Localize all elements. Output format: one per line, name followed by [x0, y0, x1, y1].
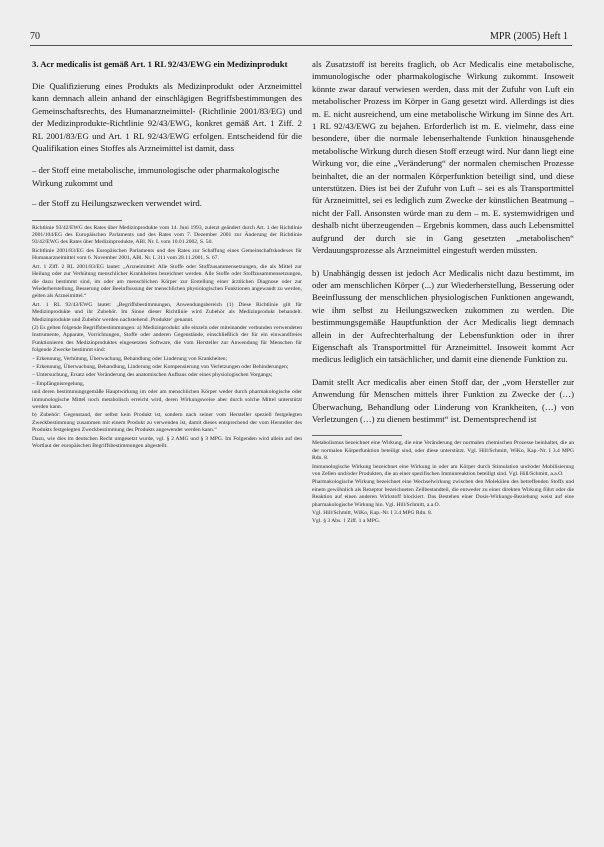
footnote: Richtlinie 93/42/EWG des Rates über Medizinprodukte vom 14. Juni 1993, zuletzt geändert durch Art. 1 der Richtlinie 2001/104/EG des Europäischen Parlaments und des Rates vom 7. Dezember 2001 zur Änderung der Richtlinie 93/42/EWG des Rates über Medizinprodukte, ABl. Nr. L vom 10.01.2002, S. 50.: [32, 224, 302, 246]
left-column: [32, 58, 302, 451]
footnote: Vgl. § 3 Abs. 1 Ziff. 1 a MPG.: [312, 518, 381, 525]
body-paragraph: als Zusatzstoff ist bereits fraglich, ob Acr Medicalis eine metabolische, immunologische oder pharmakologische Wirkung zukommt. Insoweit könnte zwar darauf verwiesen werden, dass mit der Zufuhr von Luft ein metabolischer Prozess im Körper in Gang gesetzt wird. Allerdings ist dies m. E. nicht ausreichend, um eine metabolische Wirkung im Sinne des Art. 1 RL 92/43/EWG zu bejahen. Erforderlich ist m. E. vielmehr, dass eine besondere, über die normale lebenserhaltende Funktion hinausgehende metabolische Wirkung durch diesen Stoff erzeugt wird. Nur dann liegt eine Wirkung vor, die eine „Veränderung“ der normalen chemischen Prozesse beinhaltet, die an der normalen Körperfunktion beteiligt sind, und diese unterstützen. Dies ist bei der Zufuhr von Luft – sei es als Transportmittel für Arzneimittel, sei es lediglich zum Zwecke der künstlichen Beatmung – nicht der Fall. Ansonsten würde man zu dem – m. E. systemwidrigen und deshalb nicht überzeugenden – Ergebnis kommen, dass auch Lebensmittel aufgrund der durch sie in Gang gesetzten „metabolischen“ Verdauungsprozesse als Arzneimittel eingestuft werden müssten.: [312, 59, 574, 256]
footnote: Art. 1 Ziff. 2 RL 2001/83/EG lautet: „Arzneimittel: Alle Stoffe oder Stoffzusammensetzungen, die als Mittel zur Heilung oder zur Verhütung menschlicher Krankheiten bezeichnet werden. Alle Stoffe oder Stoffzusammensetzungen, die dazu bestimmt sind, im oder am menschlichen Körper zur Erstellung einer ärztlichen Diagnose oder zur Wiederherstellung, Besserung oder Beeinflussung der menschlichen physiologischen Funktionen angewandt zu werden, gelten als Arzneimittel.“: [32, 263, 302, 300]
journal-header: MPR (2005) Heft 1: [489, 31, 568, 42]
footnote: Immunologische Wirkung bezeichnet eine Wirkung in oder am Körper durch Stimulation und/oder Mobilisierung von Zellen und/oder Produkten, die an einer spezifischen Immunreaktion beteiligt sind. Vgl. Hill/Schmitt, a.a.O.: [312, 463, 574, 477]
body-paragraph: b) Unabhängig dessen ist jedoch Acr Medicalis nicht dazu bestimmt, im oder am menschlichen Körper (...) zur Wiederherstellung, Besserung oder Beeinflussung der menschlichen physiologischen Funktionen angewandt, wie ihm selbst zu Heilungszwecken zukommen zu werden. Die bestimmungsgemäße Hauptfunktion der Acr Medicalis liegt demnach allein in der Aufrechterhaltung der Lebensfunktion oder in ihrer Eigenschaft als Transportmittel für Arzneimittel. Insoweit kommt Acr medicus lediglich ein tatsächlicher, und damit eine dienende Funktion zu.: [312, 267, 574, 365]
footnote: Art. 1 RL 92/43/EWG lautet: „Begriffsbestimmungen, Anwendungsbereich (1) Diese Richtlinie gilt für Medizinprodukte und ihr Zubehör. Im Sinne dieser Richtlinie wird Zubehör als Medizinprodukt behandelt. Medizinprodukte und Zubehör werden nachstehend ‚Produkte‘ genannt.: [32, 301, 302, 323]
footnote: (2) Es gelten folgende Begriffsbestimmungen: a) Medizinprodukt: alle einzeln oder miteinander verbunden verwendeten Instrumente, Apparate, Vorrichtungen, Stoffe oder anderen Gegenstände, einschließlich der für ein einwandfreies Funktionieren des Medizinproduktes eingesetzten Software, die vom Hersteller zur Anwendung für Menschen für folgende Zwecke bestimmt sind:: [32, 324, 302, 354]
footnote: Metabolismus bezeichnet eine Wirkung, die eine Veränderung der normalen chemischen Prozesse beinhaltet, die an der normalen Körperfunktion beteiligt sind, oder diese unterstützt. Vgl. Hill/Schmitt, WiKo, Kap.-Nr. I 3.4 MPG Rdn. 8.: [312, 440, 574, 462]
footnote: Richtlinie 2001/83/EG des Europäischen Parlaments und des Rates zur Schaffung eines Gemeinschaftskodexes für Humanarzneimittel vom 6. November 2001, ABl. Nr. L 311 vom 28.11.2001, S. 67.: [32, 247, 302, 262]
footnote-rule: [312, 435, 402, 436]
footnote-rule: [32, 220, 122, 221]
footnote: – Empfängnisregelung,: [32, 380, 85, 387]
footnote: Dazu, wie dies im deutschen Recht umgesetzt wurde, vgl. § 2 AMG und § 3 MPG. Im Folgenden wird allein auf den Wortlaut der europäischen Begriffsbestimmungen abgestellt.: [32, 435, 302, 450]
footnote: b) Zubehör: Gegenstand, der selbst kein Produkt ist, sondern nach seiner vom Hersteller speziell festgelegten Zweckbestimmung zusammen mit einem Produkt zu verwenden ist, damit dieses entsprechend der vom Hersteller des Produkts festgelegten Zweckbestimmung des Produkts angewendet werden kann.“: [32, 412, 302, 434]
list-item: – der Stoff zu Heilungszwecken verwendet wird.: [32, 198, 202, 209]
header-rule: [30, 45, 572, 46]
list-item: – der Stoff eine metabolische, immunologische oder pharmakologische Wirkung zukommt und: [32, 165, 280, 188]
body-paragraph: Damit stellt Acr medicalis aber einen Stoff dar, der „vom Hersteller zur Anwendung für Menschen mittels ihrer Funktion zu Zwecke der (…) Überwachung, Behandlung oder Linderung von Krankheiten, (…) von Verletzungen (…) zu dienen bestimmt“ ist. Dementsprechend ist: [312, 376, 574, 424]
footnote: Vgl. Hill/Schmitt, WiKo, Kap.-Nr. I 3.4 MPG Rdn. 8.: [312, 510, 433, 517]
section-heading: 3. Acr medicalis ist gemäß Art. 1 RL 92/43/EWG ein Medizinprodukt: [32, 59, 288, 69]
right-column: [312, 58, 574, 527]
footnote: – Erkennung, Überwachung, Behandlung, Linderung oder Kompensierung von Verletzungen oder Behinderungen;: [32, 363, 289, 370]
body-paragraph: Die Qualifizierung eines Produkts als Medizinprodukt oder Arzneimittel kann demnach allein anhand der einschlägigen Begriffsbestimmungen des Gemeinschaftsrechts, des Humanarzneimittel- (Richtlinie 2001/83/EG) und der Medizinprodukte-Richtlinie 92/43/EWG, konkret gemäß Art. 1 Ziff. 2 RL 2001/83/EG und Art. 1 RL 92/43/EWG erfolgen. Entscheidend für die Qualifikation eines Stoffes als Arzneimittel ist damit, dass: [32, 81, 302, 154]
footnote: – Erkennung, Verhütung, Überwachung, Behandlung oder Linderung von Krankheiten;: [32, 355, 228, 362]
footnote: und deren bestimmungsgemäße Hauptwirkung im oder am menschlichen Körper weder durch pharmakologische oder immunologische Mittel noch metabolisch erreicht wird, deren Wirkungsweise aber durch solche Mittel unterstützt werden kann.: [32, 389, 302, 410]
page-number: 70: [30, 31, 40, 42]
footnote: Pharmakologische Wirkung bezeichnet eine Wechselwirkung zwischen den Molekülen des betreffenden Stoffs und einem gewöhnlich als Rezeptor bezeichneten Zellbestandteil, die entweder zu einer direkten Wirkung führt oder die Reaktion auf einen anderen Wirkstoff blockiert. Das Bestehen einer Dosis-Wirkungs-Beziehung weist auf eine pharmakologische Wirkung hin. Vgl. Hill/Schmitt, a.a.O.: [312, 479, 574, 508]
footnote: – Untersuchung, Ersatz oder Veränderung des anatomischen Aufbaus oder eines physiologischen Vorgangs;: [32, 372, 273, 379]
